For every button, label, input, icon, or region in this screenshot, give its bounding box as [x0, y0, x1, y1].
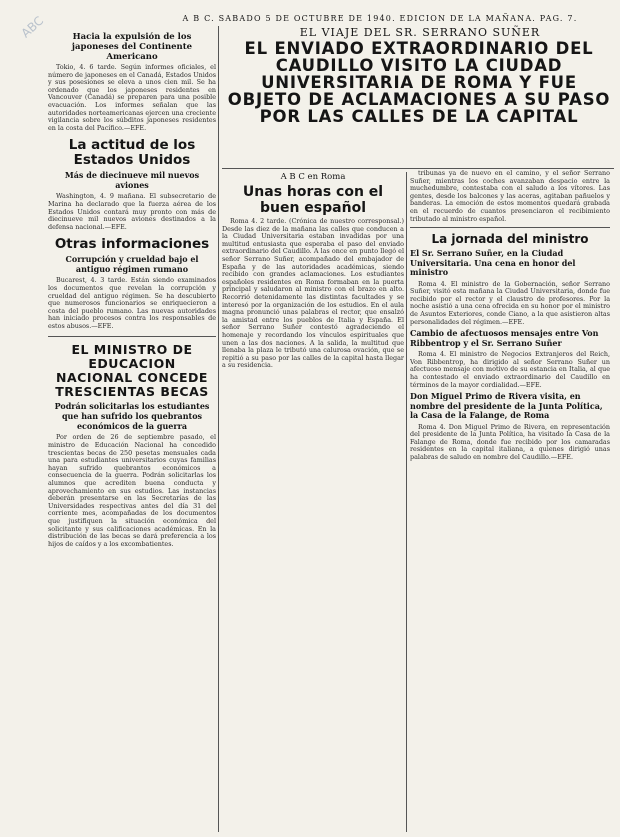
section-kicker: EL VIAJE DEL SR. SERRANO SUÑER — [299, 26, 541, 39]
article-title-japoneses: Hacia la expulsión de los japoneses del Continente Americano — [71, 32, 193, 62]
article-body-becas: Por orden de 26 de septiembre pasado, el ministro de Educación Nacional ha concedido trescientas becas de 250 pesetas mensuales cada una para estudiantes universitarios cuyas familias hayan sufrido quebrantos económicos a consecuencia de la guerra. Podrán solicitarlas los alumnos que acrediten buena conducta y aprovechamiento en sus estudios. Las instancias deberán presentarse en las Secretarías de las Universidades respectivas antes del día 31 del corriente mes, acompañadas de los documentos que justifiquen la situación económica del solicitante y sus calificaciones académicas. En la distribución de las becas se dará preferencia a los hijos de caídos y a los excombatientes. — [48, 433, 216, 548]
article-body-japoneses: Tokio, 4. 6 tarde. Según informes oficiales, el número de japoneses en el Canadá, Estados Unidos y sus posesiones se eleva a unos cien mil. Se ha ordenado que los japoneses residentes en Vancouver (Canadá) se preparen para una posible evacuación. Los informes señalan que las autoridades norteamericanas ejercen una creciente vigilancia sobre los súbditos japoneses residentes en la costa del Pacífico.—EFE. — [48, 63, 216, 132]
article-kicker-roma: A B C en Roma — [280, 172, 346, 182]
article-sub-ribbentrop: Cambio de afectuosos mensajes entre Von Ribbentrop y el Sr. Serrano Suñer — [410, 328, 599, 348]
article-title-otras: Otras informaciones — [54, 236, 210, 253]
article-title-becas: EL MINISTRO DE EDUCACION NACIONAL CONCEDE TRESCIENTAS BECAS — [55, 342, 209, 400]
article-sub-primo-de-rivera: Don Miguel Primo de Rivera visita, en nombre del presidente de la Junta Política, la Casa de la Falange, de Roma — [410, 391, 603, 421]
article-body-otras: Bucarest, 4. 3 tarde. Están siendo examinados los documentos que revelan la corrupción y crueldad del antiguo régimen. Se ha descubierto que numerosos funcionarios se enriquecieron a costa del pueblo rumano. Las nuevas autoridades han iniciado procesos contra los responsables de estos abusos.—EFE. — [48, 276, 216, 330]
article-body-buen-espanol: Roma 4. 2 tarde. (Crónica de nuestro corresponsal.) Desde las diez de la mañana las calles que conducen a la Ciudad Universitaria estaban invadidas por una multitud entusiasta que esperaba el paso del enviado extraordinario del Caudillo. A las once en punto llegó el señor Serrano Suñer, acompañado del embajador de España y de las autoridades académicas, siendo recibido con grandes aclamaciones. Los estudiantes españoles residentes en Roma formaban en la puerta principal y saludaron al ministro con el brazo en alto. Recorrió detenidamente las distintas facultades y se interesó por la organización de los estudios. En el aula magna pronunció unas palabras el rector, que ensalzó la amistad entre los pueblos de Italia y España. El señor Serrano Suñer contestó agradeciendo el homenaje y recordando los vínculos espirituales que unen a las dos naciones. A la salida, la multitud que llenaba la plaza le tributó una calurosa ovación, que se repitió a su paso por las calles de la capital hasta llegar a su residencia. — [222, 217, 404, 370]
page-header: A B C. SABADO 5 DE OCTUBRE DE 1940. EDICION DE LA MAÑANA. PAG. 7. — [182, 14, 578, 23]
article-sub-becas: Podrán solicitarlas los estudiantes que han sufrido los quebrantos económicos de la guerra — [54, 401, 210, 432]
right-column — [410, 170, 610, 830]
headline-rule — [222, 168, 614, 169]
article-sub-ciudad-universitaria: El Sr. Serrano Suñer, en la Ciudad Universitaria. Una cena en honor del ministro — [410, 248, 576, 278]
article-body-primo-de-rivera: Roma 4. Don Miguel Primo de Rivera, en representación del presidente de la Junta Política, ha visitado la Casa de la Falange de Roma, donde fue recibido por los camaradas residentes en la capital italiana, a quienes dirigió unas palabras de saludo en nombre del Caudillo.—EFE. — [410, 422, 610, 462]
article-body-jornada: Roma 4. El ministro de la Gobernación, señor Serrano Suñer, visitó esta mañana la Ciudad Universitaria, donde fue recibido por el rector y el claustro de profesores. Por la noche asistió a una cena ofrecida en su honor por el ministro de Asuntos Exteriores, conde Ciano, a la que asistieron altas personalidades del régimen.—EFE. — [410, 279, 610, 326]
middle-column — [222, 170, 404, 830]
divider — [48, 336, 216, 337]
article-body-ribbentrop: Roma 4. El ministro de Negocios Extranjeros del Reich, Von Ribbentrop, ha dirigido al señor Serrano Suñer un afectuoso mensaje con motivo de su estancia en Italia, al que ha contestado el enviado extraordinario del Caudillo en términos de la mayor cordialidad.—EFE. — [410, 350, 610, 389]
column-rule-right — [406, 172, 407, 832]
left-column — [48, 30, 216, 830]
divider — [410, 227, 610, 228]
article-title-estados-unidos: La actitud de los Estados Unidos — [68, 137, 196, 169]
article-body-estados-unidos: Washington, 4. 9 mañana. El subsecretario de Marina ha declarado que la fuerza aérea de los Estados Unidos contará muy pronto con más de diecinueve mil nuevos aviones destinados a la defensa nacional.—EFE. — [48, 192, 216, 231]
article-sub-corrupcion: Corrupción y crueldad bajo el antiguo régimen rumano — [65, 254, 199, 275]
column-rule-left — [218, 26, 219, 832]
watermark: ABC — [18, 13, 47, 41]
article-body-continuation: tribunas ya de nuevo en el camino, y el señor Serrano Suñer, mientras los coches avanzaban despacio entre la muchedumbre, contestaba con el saludo a los vítores. Las gentes, desde los balcones y las aceras, agitaban pañuelos y banderas. La emoción de estos momentos quedará grabada en el recuerdo de cuantos presenciaron el recibimiento tributado al ministro español. — [410, 170, 610, 223]
article-title-jornada: La jornada del ministro — [431, 232, 589, 247]
article-sub-aviones: Más de diecinueve mil nuevos aviones — [64, 170, 200, 191]
main-headline: EL ENVIADO EXTRAORDINARIO DEL CAUDILLO VISITO LA CIUDAD UNIVERSITARIA DE ROMA Y FUE OBJETO DE ACLAMACIONES A SU PASO POR LAS CALLES DE LA CAPITAL — [227, 39, 611, 126]
article-title-buen-espanol: Unas horas con el buen español — [242, 184, 384, 216]
